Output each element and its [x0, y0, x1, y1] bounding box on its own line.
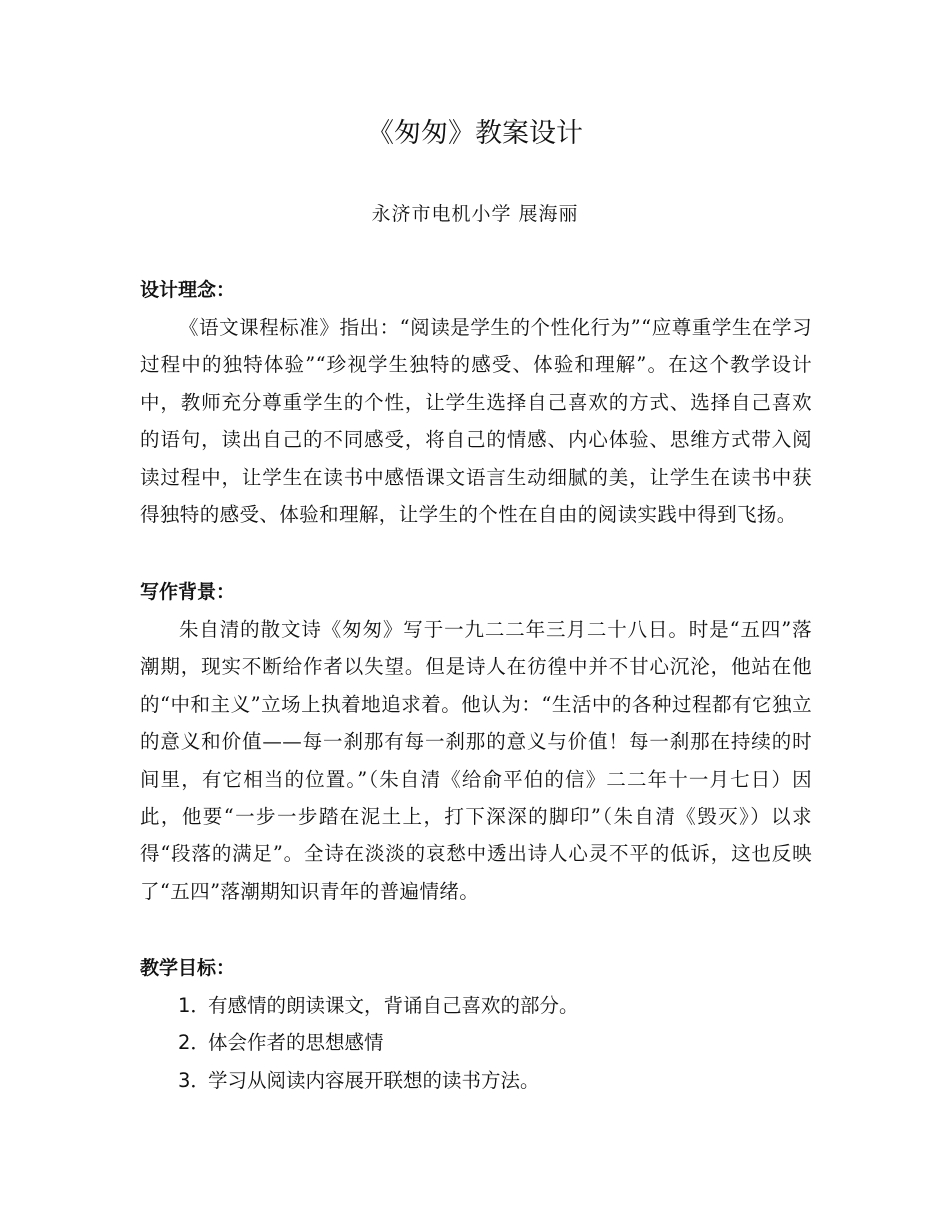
author-line: 永济市电机小学 展海丽	[371, 203, 579, 225]
list-item-number: 1．	[178, 994, 210, 1017]
section-heading: 教学目标：	[140, 957, 236, 979]
section-heading: 设计理念：	[140, 279, 236, 301]
section-heading: 写作背景：	[140, 581, 236, 603]
section-teaching-goals	[140, 950, 812, 1099]
goals-list	[140, 987, 812, 1099]
list-item-text: 有感情的朗读课文，背诵自己喜欢的部分。	[208, 994, 579, 1017]
section-paragraph: 《语文课程标准》指出：“阅读是学生的个性化行为”“应尊重学生在学习过程中的独特体验”“珍视学生独特的感受、体验和理解”。在这个教学设计中，教师充分尊重学生的个性，让学生选择自己喜欢的方式、选择自己喜欢的语句，读出自己的不同感受，将自己的情感、内心体验、思维方式带入阅读过程中，让学生在读书中感悟课文语言生动细腻的美，让学生在读书中获得独特的感受、体验和理解，让学生的个性在自由的阅读实践中得到飞扬。	[140, 316, 812, 527]
list-item	[178, 1024, 812, 1061]
section-paragraph: 朱自清的散文诗《匆匆》写于一九二二年三月二十八日。时是“五四”落潮期，现实不断给作者以失望。但是诗人在彷徨中并不甘心沉沦，他站在他的“中和主义”立场上执着地追求着。他认为：“生活中的各种过程都有它独立的意义和价值——每一刹那有每一刹那的意义与价值！每一刹那在持续的时间里，有它相当的位置。”（朱自清《给俞平伯的信》二二年十一月七日）因此，他要“一步一步踏在泥土上，打下深深的脚印”（朱自清《毁灭》）以求得“段落的满足”。全诗在淡淡的哀愁中透出诗人心灵不平的低诉，这也反映了“五四”落潮期知识青年的普遍情绪。	[140, 618, 812, 903]
section-design-concept	[140, 272, 812, 533]
list-item-number: 3．	[178, 1068, 210, 1092]
document-title: 《匆匆》教案设计	[367, 118, 583, 149]
list-item-text: 体会作者的思想感情	[208, 1031, 384, 1055]
section-writing-background	[140, 574, 812, 910]
list-item	[178, 987, 812, 1024]
list-item-number: 2．	[178, 1031, 210, 1055]
list-item-text: 学习从阅读内容展开联想的读书方法。	[208, 1068, 540, 1092]
list-item	[178, 1062, 812, 1099]
